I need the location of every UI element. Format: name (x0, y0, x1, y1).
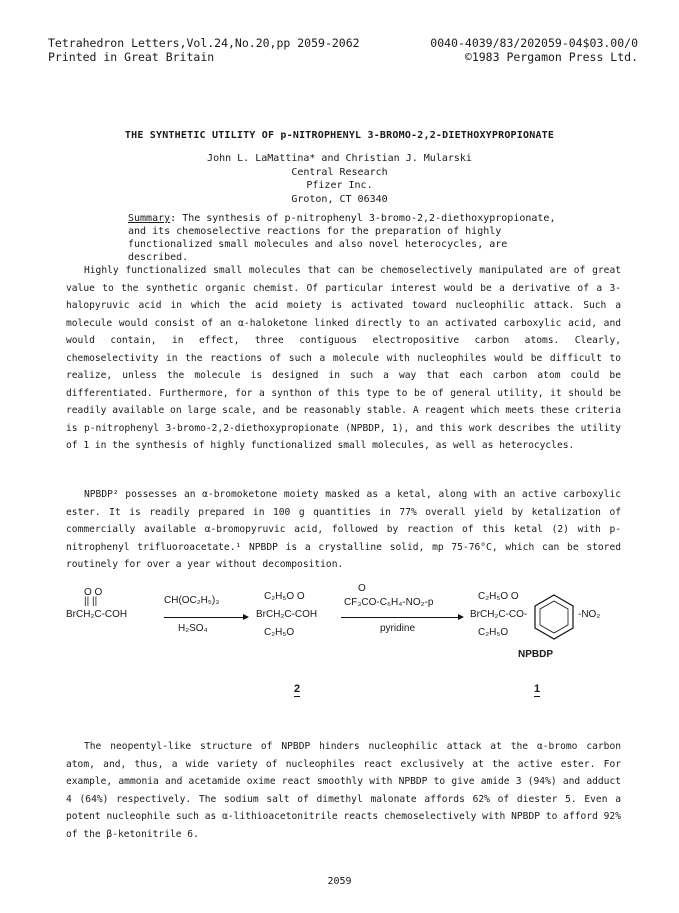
paragraph-3 (66, 738, 621, 843)
compound-label-2 (294, 683, 300, 697)
reagent-1-bottom: H₂SO₄ (178, 623, 208, 634)
printed-in: Printed in Great Britain (48, 50, 215, 64)
start-carbonyls: O O (84, 587, 103, 598)
arrow-1-line (164, 617, 244, 618)
page-number: 2059 (327, 876, 352, 887)
product-name: NPBDP (518, 649, 554, 660)
author-place: Groton, CT 06340 (291, 193, 388, 205)
product-nitro: -NO₂ (578, 609, 601, 620)
ketal-compound: BrCH₂C-COH (256, 609, 318, 620)
paragraph-1-text: Highly functionalized small molecules that can be chemoselectively manipulated are of great value to the synthetic organic chemist. Of particular interest would be a derivative of a 3-halopyruvic acid in which the acid moiety is activated toward nucleophilic attack. Such a molecule would consist of an α-haloketone linked directly to an activated carboxylic acid, and would contain, in effect, three contiguous electropositive carbon atoms. Clearly, chemoselectivity in the reactions of such a molecule with nucleophiles would be difficult to realize, unless the molecule is designed in such a way that each carbon atom could be differentiated. Furthermore, for a synthon of this type to be of general utility, it should be readily available on large scale, and be reasonably stable. A reagent which meets these criteria is p-nitrophenyl 3-bromo-2,2-diethoxypropionate (NPBDP, 1), and this work describes the utility of 1 in the synthesis of highly functionalized small molecules, as well as heterocycles. (66, 265, 621, 451)
arrow-2-line (341, 617, 459, 618)
copyright: ©1983 Pergamon Press Ltd. (464, 50, 638, 64)
reagent-2-top: CF₃CO-C₆H₄-NO₂-p (344, 597, 434, 608)
ketal-ethoxy-top: C₂H₅O O (264, 591, 305, 602)
product-ethoxy-bottom: C₂H₅O (478, 627, 509, 638)
paragraph-3-text: The neopentyl-like structure of NPBDP hinders nucleophilic attack at the α-bromo carbon atom, and, thus, a wide variety of nucleophiles react exclusively at the active ester. For example, ammonia and acetamide oxime react smoothly with NPBDP to give amide 3 (94%) and adduct 4 (64%) respectively. The sodium salt of dimethyl malonate affords 62% of diester 5. Even a potent nucleophile such as α-lithioacetonitrile reacts chemoselectively with NPBDP to afford 92% of the β-ketonitrile 6. (66, 741, 621, 840)
product-compound: BrCH₂C-CO- (470, 609, 528, 620)
compound-label-1-text: 1 (534, 683, 541, 695)
paragraph-2-text: NPBDP² possesses an α-bromoketone moiety masked as a ketal, along with an active carboxylic ester. It is readily prepared in 100 g quantities in 77% overall yield by ketalization of commercially available α-bromopyruvic acid, followed by reaction of this ketal (2) with p-nitrophenyl trifluoroacetate.¹ NPBDP is a crystalline solid, mp 75-76°C, which can be stored routinely for over a year without decomposition. (66, 489, 621, 570)
journal-citation: Tetrahedron Letters,Vol.24,No.20,pp 2059-2062 (48, 36, 360, 50)
paragraph-1 (66, 262, 621, 455)
reagent-1-top: CH(OC₂H₅)₃ (164, 595, 220, 606)
author-org: Pfizer Inc. (306, 180, 373, 191)
author-block (0, 152, 679, 206)
author-dept: Central Research (291, 166, 388, 178)
summary (128, 212, 568, 264)
author-names: John L. LaMattina* and Christian J. Mularski (207, 153, 472, 164)
journal-header (48, 36, 638, 64)
compound-label-1 (534, 683, 540, 697)
paper-title: THE SYNTHETIC UTILITY OF p-NITROPHENYL 3-BROMO-2,2-DIETHOXYPROPIONATE (124, 130, 555, 141)
summary-text: : The synthesis of p-nitrophenyl 3-bromo-2,2-diethoxypropionate, and its chemoselective reactions for the preparation of highly functionalized small molecules and also novel heterocycles, are described. (128, 213, 556, 263)
arrow-1-head (243, 614, 249, 620)
start-compound: BrCH₂C-COH (66, 609, 128, 620)
ketal-ethoxy-bottom: C₂H₅O (264, 627, 295, 638)
product-ethoxy-top: C₂H₅O O (478, 591, 519, 602)
reagent-2-bottom: pyridine (380, 623, 416, 634)
article-code: 0040-4039/83/202059-04$03.00/0 (430, 36, 638, 50)
reagent-2-oxygen: O (358, 583, 366, 594)
benzene-ring-icon (530, 593, 578, 641)
summary-label: Summary (128, 213, 171, 224)
start-bonds: || || (84, 596, 98, 607)
arrow-2-head (458, 614, 464, 620)
paragraph-2 (66, 486, 621, 574)
compound-label-2-text: 2 (294, 683, 301, 695)
reaction-scheme (66, 585, 626, 705)
